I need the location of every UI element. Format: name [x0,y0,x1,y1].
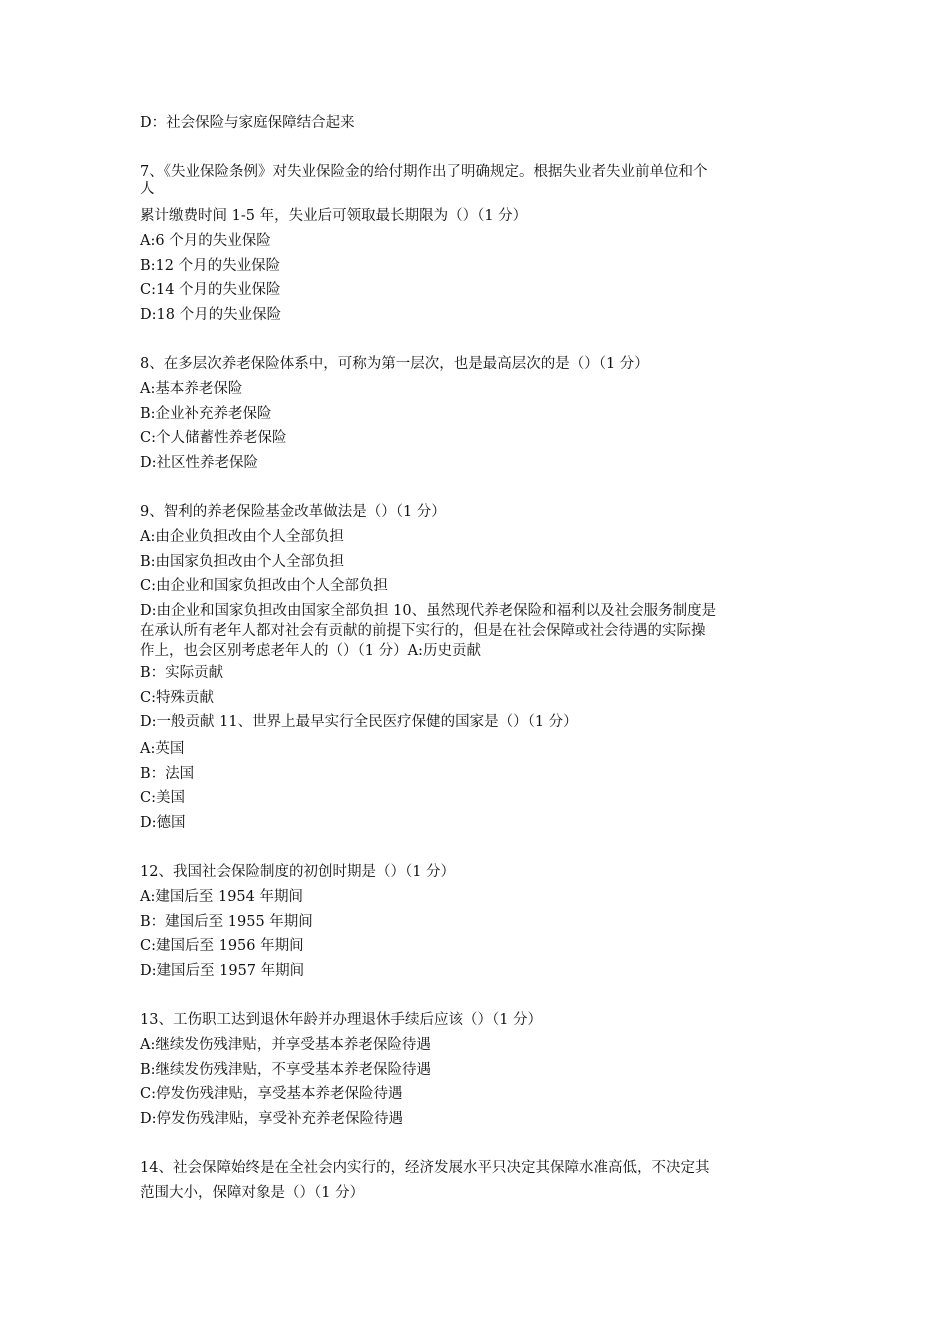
option-9b: B:由国家负担改由个人全部负担 [140,554,345,570]
option-10d-question-11: D:一般贡献 11、世界上最早实行全民医疗保健的国家是（）（1 分） [140,714,578,730]
option-7b: B:12 个月的失业保险 [140,258,281,274]
question-14-line-2: 范围大小，保障对象是（）（1 分） [140,1185,365,1201]
option-13b: B:继续发伤残津贴，不享受基本养老保险待遇 [140,1062,432,1078]
option-10b: B：实际贡献 [140,665,224,681]
question-12: 12、我国社会保险制度的初创时期是（）（1 分） [140,864,456,880]
option-12d: D:建国后至 1957 年期间 [140,963,305,979]
option-11a: A:英国 [140,741,185,757]
option-11c: C:美国 [140,790,185,806]
question-13: 13、工伤职工达到退休年龄并办理退休手续后应该（）（1 分） [140,1012,543,1028]
option-12a: A:建国后至 1954 年期间 [140,889,303,905]
option-7c: C:14 个月的失业保险 [140,282,281,298]
option-11d: D:德国 [140,815,186,831]
option-7d: D:18 个月的失业保险 [140,307,282,323]
question-9: 9、智利的养老保险基金改革做法是（）（1 分） [140,504,446,520]
option-13a: A:继续发伤残津贴，并享受基本养老保险待遇 [140,1037,431,1053]
option-8b: B:企业补充养老保险 [140,406,272,422]
option-12b: B：建国后至 1955 年期间 [140,914,313,930]
question-10-line-3: 作上，也会区别考虑老年人的（）（1 分）A:历史贡献 [140,643,481,659]
option-8a: A:基本养老保险 [140,381,243,397]
option-10c: C:特殊贡献 [140,690,214,706]
question-14-line-1: 14、社会保障始终是在全社会内实行的，经济发展水平只决定其保障水准高低，不决定其 [140,1160,710,1176]
question-7-line-3: 累计缴费时间 1-5 年，失业后可领取最长期限为（）（1 分） [140,208,528,224]
option-8c: C:个人储蓄性养老保险 [140,430,287,446]
option-12c: C:建国后至 1956 年期间 [140,938,304,954]
option-11b: B：法国 [140,766,195,782]
option-8d: D:社区性养老保险 [140,455,259,471]
option-13c: C:停发伤残津贴，享受基本养老保险待遇 [140,1086,403,1102]
option-6d: D：社会保险与家庭保障结合起来 [140,115,355,131]
option-9c: C:由企业和国家负担改由个人全部负担 [140,578,388,594]
question-7-line-2: 人 [140,181,155,197]
option-9d-question-10-line-1: D:由企业和国家负担改由国家全部负担 10、虽然现代养老保险和福利以及社会服务制度是 [140,603,717,619]
question-8: 8、在多层次养老保险体系中，可称为第一层次，也是最高层次的是（）（1 分） [140,356,649,372]
question-7-line-1: 7、《失业保险条例》对失业保险金的给付期作出了明确规定。根据失业者失业前单位和个 [140,164,708,180]
option-13d: D:停发伤残津贴，享受补充养老保险待遇 [140,1111,404,1127]
option-9a: A:由企业负担改由个人全部负担 [140,529,344,545]
option-7a: A:6 个月的失业保险 [140,233,271,249]
question-10-line-2: 在承认所有老年人都对社会有贡献的前提下实行的，但是在社会保障或社会待遇的实际操 [140,623,706,639]
